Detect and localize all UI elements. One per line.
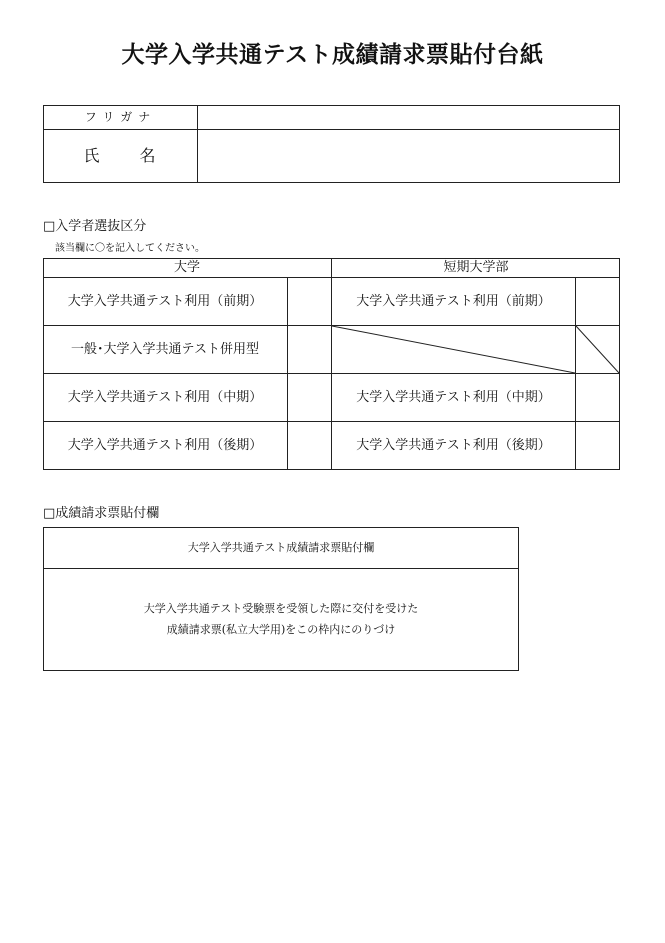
name-label-char2: 名 <box>139 146 158 165</box>
page-title: 大学入学共通テスト成績請求票貼付台紙 <box>121 41 544 68</box>
junior-row-label: 大学入学共通テスト利用（中期） <box>356 390 551 405</box>
furigana-label: フリガナ <box>84 110 157 124</box>
paste-box-instructions <box>44 598 518 640</box>
university-row-label: 大学入学共通テスト利用（後期） <box>67 438 263 453</box>
paste-instruction-line: 大学入学共通テスト受験票を受領した際に交付を受けた <box>143 602 419 615</box>
name-table <box>43 105 620 183</box>
university-check-cell[interactable] <box>288 422 331 469</box>
paste-box <box>43 527 519 671</box>
selection-note: 該当欄に〇を記入してください。 <box>55 243 205 254</box>
junior-row-label: 大学入学共通テスト利用（後期） <box>356 438 551 453</box>
furigana-field[interactable] <box>198 106 619 128</box>
junior-check-cell[interactable] <box>576 278 619 325</box>
paste-instruction-line: 成績請求票(私立大学用)をこの枠内にのりづけ <box>166 623 396 636</box>
name-label-char1: 氏 <box>83 146 102 165</box>
paste-heading: □成績請求票貼付欄 <box>43 506 160 521</box>
university-check-cell[interactable] <box>288 278 331 325</box>
university-check-cell[interactable] <box>288 374 331 421</box>
university-row-label: 大学入学共通テスト利用（前期） <box>67 294 263 309</box>
name-field[interactable] <box>198 130 619 182</box>
university-check-cell[interactable] <box>288 326 331 373</box>
junior-check-cell[interactable] <box>576 374 619 421</box>
header-junior-college: 短期大学部 <box>443 260 509 275</box>
junior-row-label: 大学入学共通テスト利用（前期） <box>356 294 551 309</box>
university-row-label: 大学入学共通テスト利用（中期） <box>67 390 263 405</box>
junior-check-cell[interactable] <box>576 422 619 469</box>
selection-heading: □入学者選抜区分 <box>43 219 147 234</box>
header-university: 大学 <box>173 260 200 275</box>
paste-box-title: 大学入学共通テスト成績請求票貼付欄 <box>44 528 518 569</box>
university-row-label: 一般･大学入学共通テスト併用型 <box>71 342 259 357</box>
selection-table <box>43 258 620 470</box>
name-label <box>44 129 197 183</box>
